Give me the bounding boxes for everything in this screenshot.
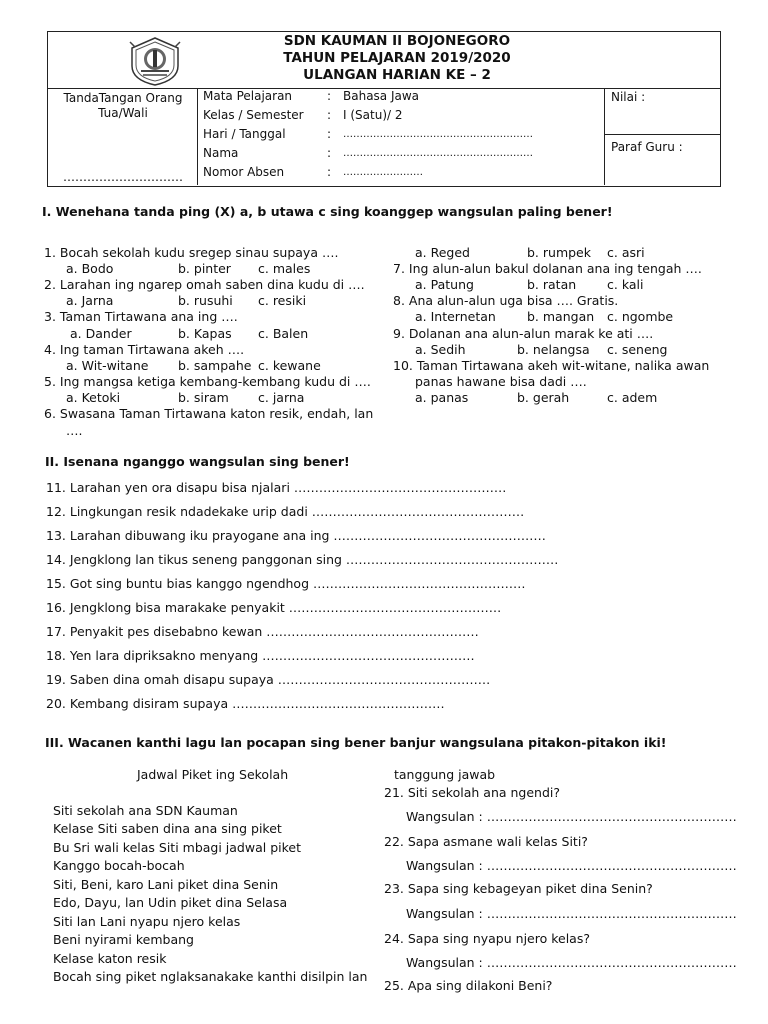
reading-line: Kelase katon resik bbox=[53, 951, 167, 966]
option-c: c. kali bbox=[607, 277, 644, 292]
question-9: 9. Dolanan ana alun-alun marak ke ati …. bbox=[393, 326, 654, 341]
reading-passage bbox=[53, 767, 383, 1024]
option-c: c. adem bbox=[607, 390, 658, 405]
field-label: Nama bbox=[203, 146, 239, 160]
academic-year: TAHUN PELAJARAN 2019/2020 bbox=[283, 50, 511, 66]
field-colon: : bbox=[327, 108, 332, 122]
answer-line: Wangsulan : …………………………………………………… bbox=[406, 809, 737, 824]
answer-line: Wangsulan : …………………………………………………… bbox=[406, 858, 737, 873]
option-c: c. asri bbox=[607, 245, 645, 260]
field-value: …………………… bbox=[343, 167, 423, 178]
reading-line: Kanggo bocah-bocah bbox=[53, 858, 185, 873]
field-colon: : bbox=[327, 127, 332, 141]
reading-line: Siti sekolah ana SDN Kauman bbox=[53, 803, 238, 818]
fill-in-item: 18. Yen lara dipriksakno menyang …………………………………………… bbox=[46, 648, 475, 663]
option-a: a. Patung bbox=[415, 277, 474, 292]
parent-signature-label: TandaTangan Orang Tua/Wali bbox=[63, 91, 183, 120]
question-10: 10. Taman Tirtawana akeh wit-witane, nalika awan bbox=[393, 358, 710, 373]
fill-in-item: 12. Lingkungan resik ndadekake urip dadi …………………………………………… bbox=[46, 504, 525, 519]
option-c: c. seneng bbox=[607, 342, 668, 357]
answer-line: Wangsulan : …………………………………………………… bbox=[406, 955, 737, 970]
field-value: ………………………………………………… bbox=[343, 129, 533, 140]
question-21: 21. Siti sekolah ana ngendi? bbox=[384, 785, 561, 800]
school-name: SDN KAUMAN II BOJONEGORO bbox=[283, 33, 511, 49]
section-1-title: I. Wenehana tanda ping (X) a, b utawa c sing koanggep wangsulan paling bener! bbox=[42, 204, 613, 219]
question-23: 23. Sapa sing kebageyan piket dina Senin? bbox=[384, 881, 653, 896]
fill-in-item: 16. Jengklong bisa marakake penyakit …………………………………………… bbox=[46, 600, 502, 615]
option-b: b. nelangsa bbox=[517, 342, 590, 357]
option-b: b. rusuhi bbox=[178, 293, 233, 308]
reading-line: Bu Sri wali kelas Siti mbagi jadwal piket bbox=[53, 840, 301, 855]
option-c: c. jarna bbox=[258, 390, 305, 405]
field-value: ………………………………………………… bbox=[343, 148, 533, 159]
option-c: c. resiki bbox=[258, 293, 307, 308]
reading-line: Siti lan Lani nyapu njero kelas bbox=[53, 914, 241, 929]
field-label: Mata Pelajaran bbox=[203, 89, 293, 103]
question-10-continuation: panas hawane bisa dadi …. bbox=[415, 374, 587, 389]
reading-line: Bocah sing piket nglaksanakake kanthi disilpin lan bbox=[53, 969, 368, 984]
option-c: c. Balen bbox=[258, 326, 309, 341]
question-8: 8. Ana alun-alun uga bisa …. Gratis. bbox=[393, 293, 619, 308]
question-5: 5. Ing mangsa ketiga kembang-kembang kudu di …. bbox=[44, 374, 371, 389]
option-a: a. panas bbox=[415, 390, 469, 405]
question-6-continuation: …. bbox=[66, 423, 83, 438]
question-7: 7. Ing alun-alun bakul dolanan ana ing tengah …. bbox=[393, 261, 702, 276]
option-b: b. ratan bbox=[527, 277, 577, 292]
field-label: Hari / Tanggal bbox=[203, 127, 286, 141]
option-a: a. Sedih bbox=[415, 342, 466, 357]
option-a: a. Wit-witane bbox=[66, 358, 149, 373]
question-4: 4. Ing taman Tirtawana akeh …. bbox=[44, 342, 245, 357]
field-label: Nomor Absen bbox=[203, 165, 285, 179]
option-b: b. pinter bbox=[178, 261, 231, 276]
question-2: 2. Larahan ing ngarep omah saben dina kudu di …. bbox=[44, 277, 365, 292]
option-a: a. Bodo bbox=[66, 261, 114, 276]
option-c: c. ngombe bbox=[607, 309, 674, 324]
section-1-left-column bbox=[44, 245, 384, 445]
fill-in-item: 15. Got sing buntu bias kanggo ngendhog …………………………………………… bbox=[46, 576, 526, 591]
reading-continuation: tanggung jawab bbox=[394, 767, 496, 782]
question-6: 6. Swasana Taman Tirtawana katon resik, endah, lan bbox=[44, 406, 374, 421]
section-3-title: III. Wacanen kanthi lagu lan pocapan sing bener banjur wangsulana pitakon-pitakon iki! bbox=[45, 735, 667, 750]
paraf-guru-label: Paraf Guru : bbox=[611, 140, 683, 154]
field-colon: : bbox=[327, 146, 332, 160]
option-b: b. rumpek bbox=[527, 245, 591, 260]
reading-line: Beni nyirami kembang bbox=[53, 932, 194, 947]
question-22: 22. Sapa asmane wali kelas Siti? bbox=[384, 834, 588, 849]
nilai-divider bbox=[604, 134, 720, 135]
section-2-list bbox=[46, 480, 686, 720]
answer-line: Wangsulan : …………………………………………………… bbox=[406, 906, 737, 921]
option-c: c. males bbox=[258, 261, 311, 276]
reading-title: Jadwal Piket ing Sekolah bbox=[137, 767, 289, 782]
option-b: b. mangan bbox=[527, 309, 595, 324]
option-c: c. kewane bbox=[258, 358, 321, 373]
option-a: a. Dander bbox=[70, 326, 132, 341]
option-a: a. Jarna bbox=[66, 293, 114, 308]
fill-in-item: 17. Penyakit pes disebabno kewan …………………………………………… bbox=[46, 624, 479, 639]
header-col-divider-2 bbox=[604, 88, 605, 185]
question-24: 24. Sapa sing nyapu njero kelas? bbox=[384, 931, 590, 946]
fill-in-item: 11. Larahan yen ora disapu bisa njalari …………………………………………… bbox=[46, 480, 507, 495]
fill-in-item: 14. Jengklong lan tikus seneng panggonan sing …………………………………………… bbox=[46, 552, 559, 567]
question-25: 25. Apa sing dilakoni Beni? bbox=[384, 978, 553, 993]
reading-line: Edo, Dayu, lan Udin piket dina Selasa bbox=[53, 895, 288, 910]
field-value: I (Satu)/ 2 bbox=[343, 108, 403, 122]
reading-line: Siti, Beni, karo Lani piket dina Senin bbox=[53, 877, 279, 892]
section-2-title: II. Isenana nganggo wangsulan sing bener! bbox=[45, 454, 350, 469]
option-a: a. Internetan bbox=[415, 309, 496, 324]
question-3: 3. Taman Tirtawana ana ing …. bbox=[44, 309, 238, 324]
option-b: b. siram bbox=[178, 390, 229, 405]
field-value: Bahasa Jawa bbox=[343, 89, 420, 103]
field-colon: : bbox=[327, 89, 332, 103]
field-colon: : bbox=[327, 165, 332, 179]
field-label: Kelas / Semester bbox=[203, 108, 304, 122]
fill-in-item: 20. Kembang disiram supaya …………………………………………… bbox=[46, 696, 445, 711]
reading-line: Kelase Siti saben dina ana sing piket bbox=[53, 821, 282, 836]
exam-title: ULANGAN HARIAN KE – 2 bbox=[303, 67, 491, 83]
option-b: b. sampahe bbox=[178, 358, 252, 373]
option-a: a. Reged bbox=[415, 245, 470, 260]
question-1: 1. Bocah sekolah kudu sregep sinau supaya …. bbox=[44, 245, 339, 260]
school-logo-icon bbox=[127, 35, 183, 87]
option-b: b. gerah bbox=[517, 390, 570, 405]
header-table bbox=[47, 31, 721, 187]
parent-signature-line: ………………………… bbox=[63, 170, 183, 184]
fill-in-item: 13. Larahan dibuwang iku prayogane ana ing …………………………………………… bbox=[46, 528, 546, 543]
nilai-label: Nilai : bbox=[611, 90, 646, 104]
header-col-divider-1 bbox=[197, 88, 198, 185]
option-b: b. Kapas bbox=[178, 326, 232, 341]
reading-questions bbox=[384, 767, 744, 1024]
fill-in-item: 19. Saben dina omah disapu supaya …………………………………………… bbox=[46, 672, 491, 687]
section-1-right-column bbox=[393, 245, 733, 415]
option-a: a. Ketoki bbox=[66, 390, 121, 405]
